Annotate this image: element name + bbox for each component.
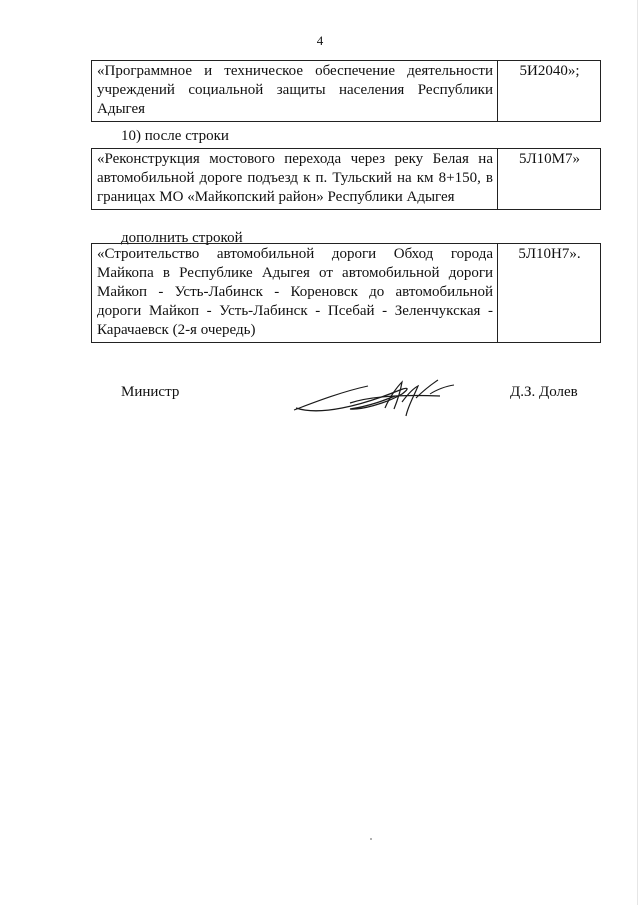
supplement-label: дополнить строкой [121, 230, 243, 246]
scan-edge [637, 0, 638, 905]
handwritten-signature [290, 376, 470, 426]
table-row-bridge [91, 148, 601, 210]
minister-title: Министр [121, 384, 180, 400]
row-code: 5Л10М7» [498, 149, 601, 210]
section-10-label: 10) после строки [121, 128, 229, 144]
row-code: 5Л10Н7». [498, 244, 601, 343]
row-description: «Строительство автомобильной дороги Обход города Майкопа в Республике Адыгея от автомобильной дороги Майкоп - Усть-Лабинск - Кореновск до автомобильной дороги Майкоп - Усть-Лабинск - Псебай - Зеленчукская - Карачаевск (2-я очередь) [92, 244, 498, 343]
row-description: «Программное и техническое обеспечение деятельности учреждений социальной защиты населения Республики Адыгея [92, 61, 498, 122]
signature-block [0, 376, 640, 436]
scan-speck [370, 838, 372, 840]
table-row-bypass [91, 243, 601, 343]
table-row-software [91, 60, 601, 122]
row-description: «Реконструкция мостового перехода через реку Белая на автомобильной дороге подъезд к п. Тульский на км 8+150, в границах МО «Майкопский район» Республики Адыгея [92, 149, 498, 210]
minister-name: Д.З. Долев [510, 384, 578, 400]
page-number: 4 [316, 33, 324, 48]
row-code: 5И2040»; [498, 61, 601, 122]
